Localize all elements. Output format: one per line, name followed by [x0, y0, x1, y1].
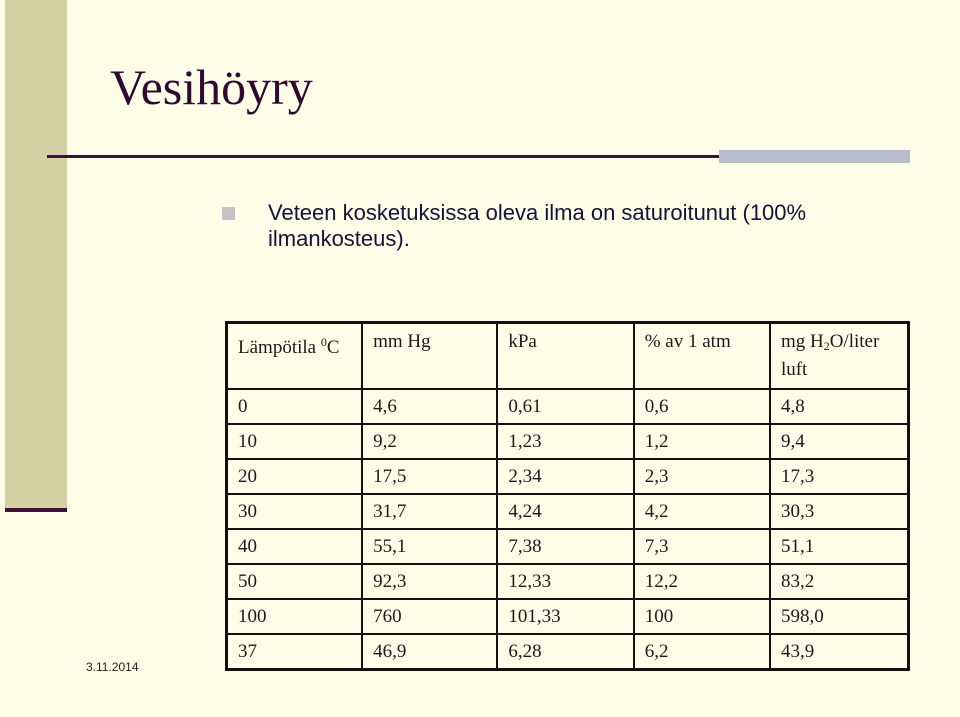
table-cell: 2,34 [497, 459, 633, 494]
table-cell: 50 [227, 564, 363, 599]
table-cell: 17,5 [362, 459, 497, 494]
table-cell: 4,2 [634, 494, 770, 529]
table-cell: 4,8 [770, 389, 909, 424]
table-cell: 6,28 [497, 634, 633, 670]
table-cell: 1,23 [497, 424, 633, 459]
table-row [227, 494, 909, 529]
header-mmhg: mm Hg [362, 323, 497, 390]
header-temperature: Lämpötila $^0$C [227, 323, 363, 390]
table-cell: 12,33 [497, 564, 633, 599]
table-cell: 598,0 [770, 599, 909, 634]
table-cell: 37 [227, 634, 363, 670]
table-row [227, 459, 909, 494]
table-cell: 101,33 [497, 599, 633, 634]
vapor-pressure-table [225, 321, 910, 671]
table-cell: 9,2 [362, 424, 497, 459]
table-cell: 760 [362, 599, 497, 634]
table-cell: 1,2 [634, 424, 770, 459]
table-cell: 4,24 [497, 494, 633, 529]
header-percent-atm: % av 1 atm [634, 323, 770, 390]
table-cell: 2,3 [634, 459, 770, 494]
table-cell: 100 [634, 599, 770, 634]
slide-date: 3.11.2014 [86, 660, 139, 674]
bullet-square-icon [222, 207, 235, 220]
table-row [227, 389, 909, 424]
title-rule [47, 155, 719, 158]
table-cell: 31,7 [362, 494, 497, 529]
table-cell: 20 [227, 459, 363, 494]
table-row [227, 634, 909, 670]
table-cell: 10 [227, 424, 363, 459]
header-mg-water: mg $H_2O$/liter luft [770, 323, 909, 390]
table-cell: 51,1 [770, 529, 909, 564]
table-row [227, 529, 909, 564]
table-header-row [227, 323, 909, 390]
table-row [227, 564, 909, 599]
table-cell: 4,6 [362, 389, 497, 424]
table-cell: 30,3 [770, 494, 909, 529]
left-decor-line [5, 508, 67, 512]
table-cell: 12,2 [634, 564, 770, 599]
table-cell: 0 [227, 389, 363, 424]
table-row [227, 599, 909, 634]
table-cell: 9,4 [770, 424, 909, 459]
table-cell: 100 [227, 599, 363, 634]
table-cell: 55,1 [362, 529, 497, 564]
table-cell: 43,9 [770, 634, 909, 670]
table-cell: 40 [227, 529, 363, 564]
table-cell: 92,3 [362, 564, 497, 599]
table-cell: 6,2 [634, 634, 770, 670]
table-cell: 83,2 [770, 564, 909, 599]
table-cell: 17,3 [770, 459, 909, 494]
table-cell: 0,6 [634, 389, 770, 424]
table-row [227, 424, 909, 459]
table-cell: 46,9 [362, 634, 497, 670]
left-decor-band [5, 0, 67, 510]
bullet-text: Veteen kosketuksissa oleva ilma on saturoitunut (100% ilmankosteus). [268, 200, 807, 251]
table-cell: 7,3 [634, 529, 770, 564]
header-kpa: kPa [497, 323, 633, 390]
table-cell: 7,38 [497, 529, 633, 564]
table-cell: 30 [227, 494, 363, 529]
table-cell: 0,61 [497, 389, 633, 424]
slide-title: Vesihöyry [110, 59, 313, 115]
title-rule-accent [719, 150, 910, 163]
